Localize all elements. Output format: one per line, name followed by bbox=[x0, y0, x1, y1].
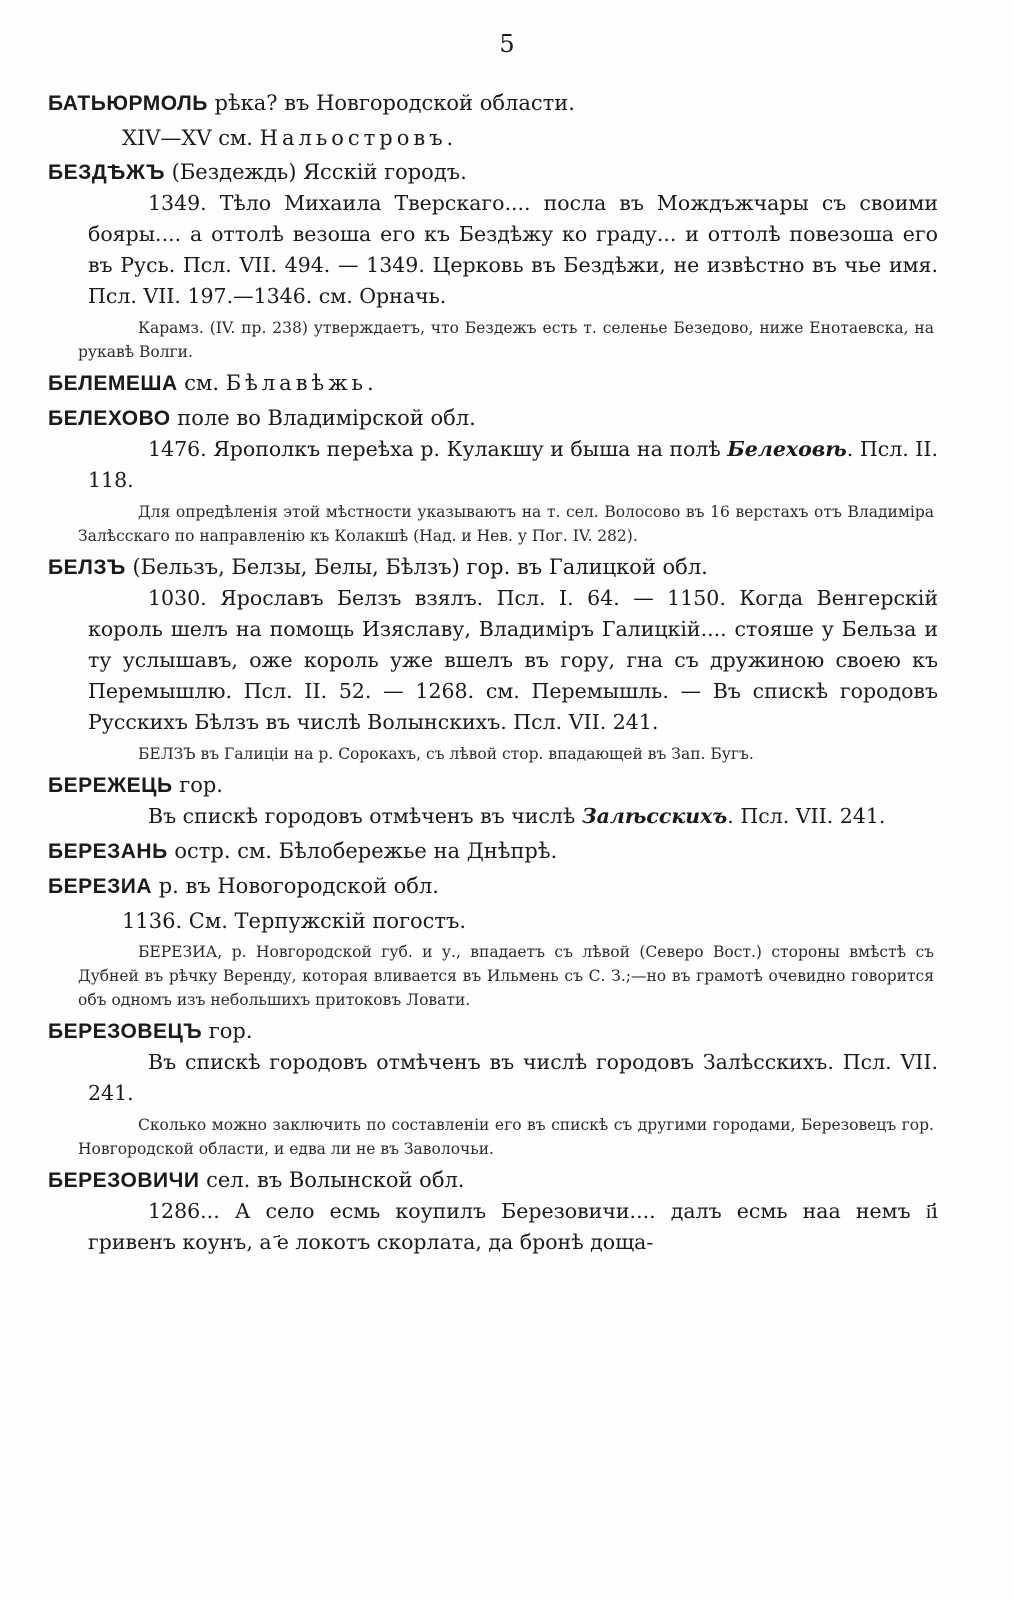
headword: БЕЗДѢЖЪ bbox=[48, 161, 165, 184]
entry-headword-line bbox=[48, 836, 938, 867]
headword: БЕРЕЗОВИЧИ bbox=[48, 1169, 200, 1192]
ref-text: XIV—XV см. bbox=[122, 126, 260, 150]
entry-headword-line bbox=[48, 871, 938, 902]
headword: БЕРЕЗИА bbox=[48, 875, 153, 898]
entry-text bbox=[88, 801, 938, 832]
headword: БАТЬЮРМОЛЬ bbox=[48, 92, 208, 115]
page-number: 5 bbox=[499, 30, 515, 58]
entry-note: БЕРЕЗИА, р. Новгородской губ. и у., впадаетъ съ лѣвой (Северо Вост.) стороны вмѣстѣ съ Дубней въ рѣчку Веренду, которая вливается въ Ильмень съ С. З.;—но въ грамотѣ очевидно говорится объ одномъ изъ небольшихъ притоковъ Ловати. bbox=[78, 943, 934, 1009]
entry-text: 1286... А село есмь коупилъ Березовичи.... далъ есмь наа немъ і҃і гривенъ коунъ, а ҃е локотъ скорлата, да бронѣ доща- bbox=[88, 1199, 938, 1254]
entry-headword-line bbox=[48, 368, 938, 399]
headword-desc: остр. см. Бѣлобережье на Днѣпрѣ. bbox=[167, 839, 558, 863]
headword: БЕРЕЗОВЕЦЪ bbox=[48, 1020, 203, 1043]
entry-headword-line bbox=[48, 1165, 938, 1196]
entry-reference-line: 1136. См. Терпужскій погостъ. bbox=[122, 909, 467, 933]
entry-headword-line bbox=[48, 403, 938, 434]
entry-note: Сколько можно заключить по составленіи его въ спискѣ съ другими городами, Березовецъ гор. Новгородской области, и едва ли не въ Заволочьи. bbox=[78, 1116, 934, 1158]
entry-text: 1349. Тѣло Михаила Тверскаго.... посла въ Мождъжчары съ своими бояры.... а оттолѣ везоша его къ Бездѣжу ко граду... и оттолѣ повезоша его въ Русь. Псл. VII. 494. — 1349. Церковь въ Бездѣжи, не извѣстно въ чье имя. Псл. VII. 197.—1346. см. Орначь. bbox=[88, 191, 938, 308]
headword-desc: гор. bbox=[202, 1019, 253, 1043]
headword: БЕЛЗЪ bbox=[48, 556, 126, 579]
headword: БЕРЕЖЕЦЬ bbox=[48, 774, 173, 797]
page-body bbox=[48, 84, 938, 1258]
entry-headword-line bbox=[48, 157, 938, 188]
ref-spaced: Бѣлавѣжь. bbox=[225, 371, 378, 395]
text-part: 1476. Ярополкъ переѣха р. Кулакшу и быша на полѣ bbox=[148, 437, 728, 461]
entry-note: Карамз. (IV. пр. 238) утверждаетъ, что Бездежъ есть т. селенье Безедово, ниже Енотаевска, на рукавѣ Волги. bbox=[78, 319, 934, 361]
ref-spaced: Нальостровъ. bbox=[259, 126, 458, 150]
headword-desc: (Бездеждь) Ясскій городъ. bbox=[165, 160, 467, 184]
text-part: . Псл. II. 118. bbox=[88, 437, 938, 492]
headword-desc: р. въ Новогородской обл. bbox=[152, 874, 439, 898]
entry-reference-line bbox=[122, 123, 938, 153]
entry-headword-line bbox=[48, 88, 938, 119]
entry-text: Въ спискѣ городовъ отмѣченъ въ числѣ городовъ Залѣсскихъ. Псл. VII. 241. bbox=[88, 1050, 938, 1105]
headword-desc: гор. bbox=[172, 773, 223, 797]
entry-text: 1030. Ярославъ Белзъ взялъ. Псл. I. 64. — 1150. Когда Венгерскій король шелъ на помощь Изяславу, Владиміръ Галицкій.... стояше у Бельза и ту услышавъ, оже король уже вшелъ въ гору, гна съ дружиною своею къ Перемышлю. Псл. II. 52. — 1268. см. Перемышль. — Въ спискѣ городовъ Русскихъ Бѣлзъ въ числѣ Волынскихъ. Псл. VII. 241. bbox=[88, 586, 938, 734]
headword-desc: рѣка? въ Новгородской области. bbox=[207, 91, 575, 115]
entry-note: Для опредѣленія этой мѣстности указываютъ на т. сел. Волосово въ 16 верстахъ отъ Владиміра Залѣсскаго по направленію къ Колакшѣ (Над. и Нев. у Пог. IV. 282). bbox=[78, 503, 934, 545]
text-part: . Псл. VII. 241. bbox=[727, 804, 886, 828]
headword-desc: сел. въ Волынской обл. bbox=[199, 1168, 465, 1192]
headword-desc: (Бельзъ, Белзы, Белы, Бѣлзъ) гор. въ Галицкой обл. bbox=[125, 555, 708, 579]
italic-word: Белеховѣ bbox=[727, 437, 847, 461]
text-part: Въ спискѣ городовъ отмѣченъ въ числѣ bbox=[148, 804, 582, 828]
entry-headword-line bbox=[48, 770, 938, 801]
headword: БЕЛЕХОВО bbox=[48, 407, 171, 430]
italic-word: Залѣсскихъ bbox=[581, 804, 728, 828]
headword-desc: поле во Владимірской обл. bbox=[170, 406, 476, 430]
headword: БЕЛЕМЕША bbox=[48, 372, 178, 395]
headword-desc: см. bbox=[177, 371, 226, 395]
entry-text bbox=[88, 434, 938, 496]
entry-headword-line bbox=[48, 552, 938, 583]
entry-headword-line bbox=[48, 1016, 938, 1047]
headword: БЕРЕЗАНЬ bbox=[48, 840, 168, 863]
entry-note: БЕЛЗЪ въ Галиціи на р. Сорокахъ, съ лѣвой стор. впадающей въ Зап. Бугъ. bbox=[138, 745, 754, 763]
